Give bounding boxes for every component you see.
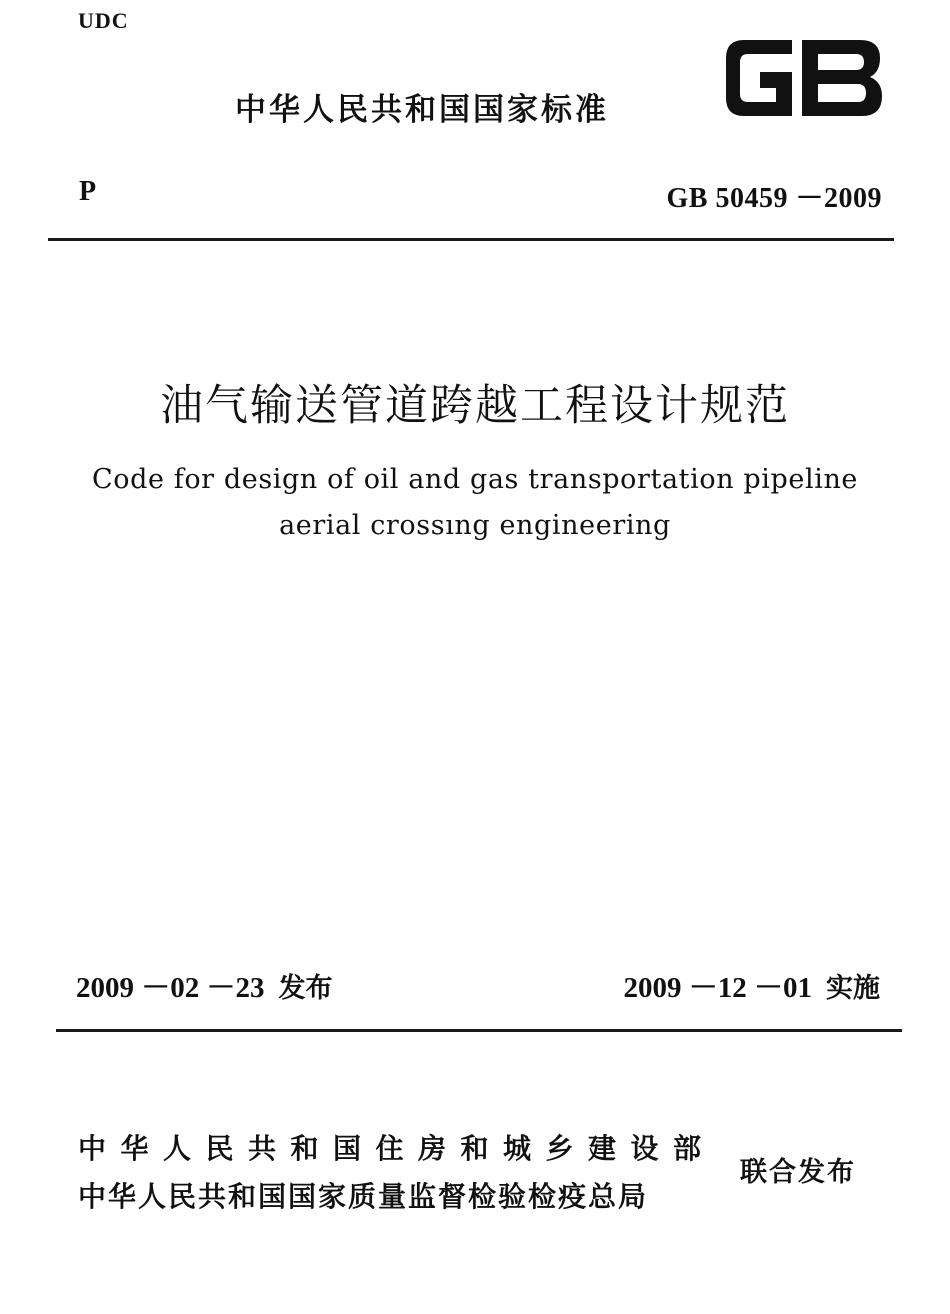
effective-label: 实施 <box>826 973 880 1004</box>
effective-date-value: 2009 －12 －01 <box>623 972 812 1004</box>
issue-date <box>76 965 333 1006</box>
national-standard-heading: 中华人民共和国国家标准 <box>235 92 609 128</box>
publisher-ministry: 中华人民共和国住房和城乡建设部 <box>78 1132 716 1165</box>
title-english <box>0 457 950 549</box>
gb-logo-letter-g <box>726 40 792 116</box>
title-chinese: 油气输送管道跨越工程设计规范 <box>160 381 790 431</box>
joint-release-label: 联合发布 <box>740 1157 856 1188</box>
title-english-line-2: aerial crossıng engineering <box>279 510 671 541</box>
top-divider <box>48 238 894 241</box>
udc-label: UDC <box>78 8 129 33</box>
issue-label: 发布 <box>278 973 333 1004</box>
publisher-administration: 中华人民共和国国家质量监督检验检疫总局 <box>78 1180 649 1213</box>
title-english-line-1: Code for design of oil and gas transportation pipeline <box>91 464 859 495</box>
effective-date <box>623 965 880 1006</box>
gb-logo-letter-b <box>802 40 882 116</box>
gb-logo <box>722 36 886 120</box>
standard-number: GB 50459 －2009 <box>666 183 882 214</box>
bottom-divider <box>56 1029 902 1032</box>
category-code: P <box>79 176 97 207</box>
issue-date-value: 2009 －02 －23 <box>76 972 265 1004</box>
